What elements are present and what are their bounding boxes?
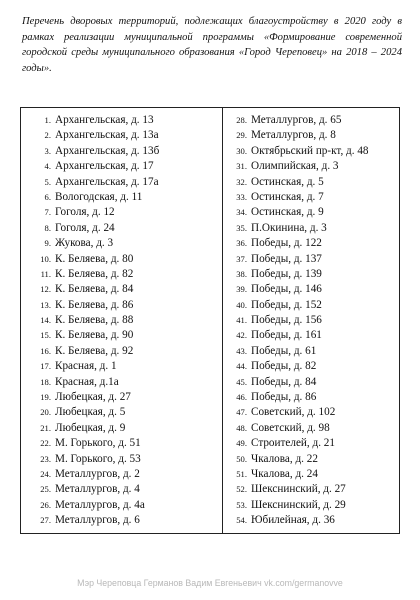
item-address: Гоголя, д. 24 [55,221,115,234]
list-item [33,175,219,190]
item-address: Металлургов, д. 6 [55,514,140,527]
item-number: 33. [236,191,247,202]
item-address: Победы, д. 61 [251,344,317,357]
item-number: 28. [236,115,247,125]
item-address: Победы, д. 82 [251,360,317,373]
list-item [33,298,219,313]
item-number: 54. [236,515,247,526]
item-address: Архангельская, д. 17а [55,175,159,188]
item-number: 37. [236,253,247,264]
item-address: К. Беляева, д. 92 [55,344,134,357]
item-address: П.Окинина, д. 3 [251,221,327,234]
list-item [231,390,397,405]
item-number: 43. [236,345,247,356]
item-address: Шекснинский, д. 29 [251,498,346,511]
item-address: Чкалова, д. 22 [251,452,318,465]
item-number: 17. [40,361,51,372]
list-item [33,128,219,143]
list-item [231,328,397,343]
item-address: Чкалова, д. 24 [251,467,318,480]
list-item [231,405,397,420]
item-number: 5. [44,176,51,187]
list-item [231,375,397,390]
item-address: Победы, д. 161 [251,329,322,342]
list-item [231,190,397,205]
item-address: К. Беляева, д. 88 [55,314,134,327]
list-item [231,128,397,143]
list-item [33,267,219,282]
item-number: 40. [236,299,247,310]
item-address: Вологодская, д. 11 [55,190,143,203]
list-item [33,328,219,343]
item-number: 27. [40,515,51,526]
item-address: Красная, д.1а [55,375,119,388]
item-number: 1. [44,115,51,125]
item-number: 35. [236,222,247,233]
list-item [33,436,219,451]
list-item [231,482,397,497]
item-address: Любецкая, д. 27 [55,391,131,404]
list-item [33,236,219,251]
item-number: 13. [40,299,51,310]
item-address: Победы, д. 146 [251,283,322,296]
item-address: К. Беляева, д. 80 [55,252,134,265]
list-item [231,252,397,267]
right-column [231,113,397,529]
item-address: Архангельская, д. 13а [55,129,159,142]
item-address: Любецкая, д. 9 [55,421,126,434]
item-number: 29. [236,130,247,141]
item-number: 20. [40,407,51,418]
item-number: 53. [236,499,247,510]
item-number: 41. [236,315,247,326]
list-item [231,436,397,451]
item-number: 11. [40,268,51,279]
item-address: Металлургов, д. 4а [55,498,145,511]
item-address: Остинская, д. 7 [251,190,324,203]
item-number: 24. [40,468,51,479]
item-address: Любецкая, д. 5 [55,406,126,419]
item-number: 9. [44,238,51,249]
list-item [33,313,219,328]
list-item [33,252,219,267]
list-item [231,298,397,313]
item-number: 38. [236,268,247,279]
item-address: Победы, д. 152 [251,298,322,311]
item-address: Металлургов, д. 65 [251,114,342,126]
list-item [231,113,397,128]
item-number: 18. [40,376,51,387]
item-address: К. Беляева, д. 90 [55,329,134,342]
list-item [231,313,397,328]
item-address: К. Беляева, д. 84 [55,283,134,296]
document-title: Перечень дворовых территорий, подлежащих благоустройству в 2020 году в рамках реализации муниципальной программы «Формирование современной городской среды муниципального образования «Город Череповец» на 2018 – 2024 годы». [22,16,402,74]
item-address: Архангельская, д. 13б [55,144,160,157]
watermark-footer: Мэр Череповца Германов Вадим Евгеньевич vk.com/germanovve [77,578,343,588]
list-item [33,190,219,205]
item-number: 46. [236,392,247,403]
item-number: 44. [236,361,247,372]
list-item [33,113,219,128]
item-number: 6. [44,191,51,202]
list-item [33,159,219,174]
list-item [33,513,219,528]
item-address: Юбилейная, д. 36 [251,514,335,527]
list-item [231,359,397,374]
list-item [231,221,397,236]
item-number: 47. [236,407,247,418]
list-item [33,344,219,359]
item-address: Красная, д. 1 [55,360,117,373]
list-item [33,467,219,482]
item-number: 21. [40,422,51,433]
item-address: Шекснинский, д. 27 [251,483,346,496]
list-item [231,282,397,297]
item-number: 23. [40,453,51,464]
item-address: Советский, д. 98 [251,421,330,434]
item-number: 19. [40,392,51,403]
list-item [231,513,397,528]
list-item [231,205,397,220]
list-item [231,421,397,436]
item-address: Советский, д. 102 [251,406,336,419]
item-address: Остинская, д. 9 [251,206,324,219]
column-divider [222,108,223,533]
list-item [33,359,219,374]
list-item [231,344,397,359]
item-number: 26. [40,499,51,510]
list-item [231,498,397,513]
item-address: Металлургов, д. 8 [251,129,336,142]
list-item [33,221,219,236]
item-address: Гоголя, д. 12 [55,206,115,219]
item-number: 30. [236,145,247,156]
item-address: М. Горького, д. 53 [55,452,141,465]
item-address: Строителей, д. 21 [251,437,335,450]
item-number: 25. [40,484,51,495]
item-number: 16. [40,345,51,356]
item-number: 51. [236,468,247,479]
list-item [231,452,397,467]
item-address: Архангельская, д. 17 [55,160,154,173]
item-number: 12. [40,284,51,295]
item-number: 32. [236,176,247,187]
left-column [33,113,219,529]
item-address: Победы, д. 156 [251,314,322,327]
list-item [33,498,219,513]
address-table [20,107,400,534]
item-number: 39. [236,284,247,295]
item-number: 4. [44,161,51,172]
item-number: 10. [40,253,51,264]
item-address: Победы, д. 122 [251,237,322,250]
item-address: Победы, д. 137 [251,252,322,265]
list-item [33,452,219,467]
item-number: 31. [236,161,247,172]
item-address: Победы, д. 86 [251,391,317,404]
item-address: Олимпийская, д. 3 [251,160,339,173]
list-item [231,175,397,190]
list-item [231,267,397,282]
item-number: 34. [236,207,247,218]
list-item [33,375,219,390]
item-address: Архангельская, д. 13 [55,114,154,126]
item-number: 36. [236,238,247,249]
list-item [231,144,397,159]
item-number: 49. [236,438,247,449]
item-address: Остинская, д. 5 [251,175,324,188]
list-item [231,467,397,482]
list-item [231,236,397,251]
list-item [33,421,219,436]
list-item [231,159,397,174]
item-address: Победы, д. 139 [251,267,322,280]
item-number: 45. [236,376,247,387]
item-number: 7. [44,207,51,218]
list-item [33,282,219,297]
item-number: 22. [40,438,51,449]
item-number: 3. [44,145,51,156]
item-number: 52. [236,484,247,495]
item-number: 2. [44,130,51,141]
item-number: 14. [40,315,51,326]
item-address: Октябрьский пр-кт, д. 48 [251,144,369,157]
list-item [33,405,219,420]
list-item [33,482,219,497]
item-address: Жукова, д. 3 [55,237,114,250]
item-address: Победы, д. 84 [251,375,317,388]
item-number: 48. [236,422,247,433]
item-address: К. Беляева, д. 82 [55,267,134,280]
list-item [33,390,219,405]
item-number: 15. [40,330,51,341]
item-address: Металлургов, д. 4 [55,483,140,496]
list-item [33,144,219,159]
item-address: Металлургов, д. 2 [55,467,140,480]
item-address: М. Горького, д. 51 [55,437,141,450]
item-number: 42. [236,330,247,341]
item-number: 8. [44,222,51,233]
item-number: 50. [236,453,247,464]
item-address: К. Беляева, д. 86 [55,298,134,311]
list-item [33,205,219,220]
